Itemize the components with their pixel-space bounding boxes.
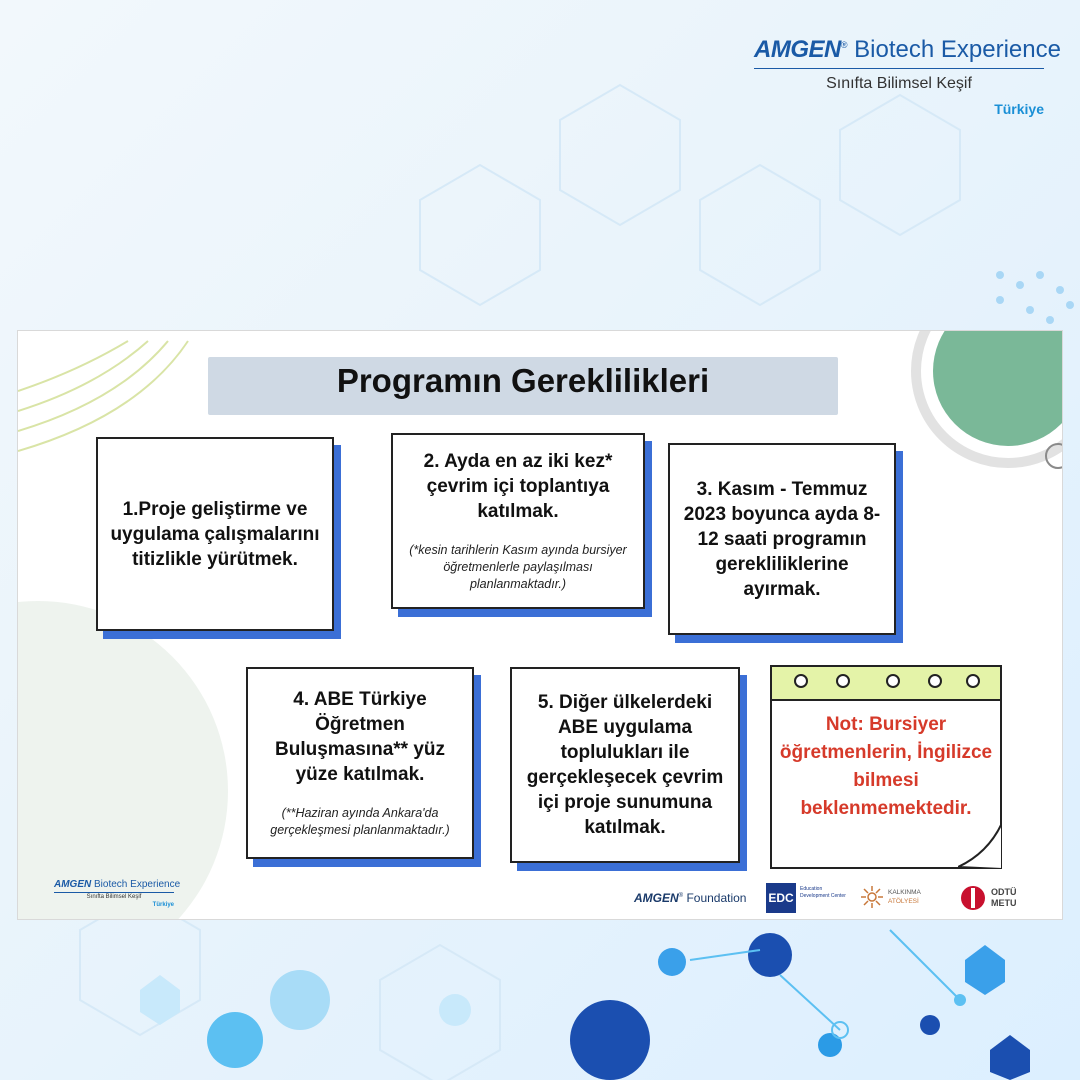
amgen-foundation-logo: AMGEN® Foundation [634,891,747,905]
footer-brand-country: Türkiye [152,902,174,908]
slide-title: Programın Gereklilikleri [336,362,710,399]
requirement-card-1 [96,437,334,631]
edc-abbr: EDC [766,883,796,913]
foundation-word: Foundation [686,891,747,905]
sunburst-icon [860,885,884,909]
card-body [96,437,334,631]
odtu-metu-logo [960,883,1030,913]
card-text: 1.Proje geliştirme ve uygulama çalışmalarını titizlikle yürütmek. [110,498,320,570]
footer-brand-product: Biotech Experience [94,879,181,890]
page-curl-icon [958,823,1002,869]
kalkinma-line1: KALKINMA [888,889,921,896]
binder-ring-icon [886,674,900,688]
edc-logo [766,883,846,913]
card-body [510,667,740,863]
requirement-card-5 [510,667,740,863]
metu-text: METU [991,898,1017,908]
odtu-emblem-icon [960,885,986,911]
amgen-wordmark: AMGEN [754,36,841,63]
kalkinma-line2: ATÖLYESİ [888,898,919,905]
card-body [668,443,896,635]
brand-divider [754,68,1044,69]
card-text: 2. Ayda en az iki kez* çevrim içi toplantıya katılmak. [423,451,613,522]
footer-brand-tagline: Sınıfta Bilimsel Keşif [54,892,174,900]
binder-ring-icon [928,674,942,688]
edc-full-name: Education Development Center [800,886,846,899]
foundation-amgen-wordmark: AMGEN [634,891,679,905]
footer-amgen-wordmark: AMGEN [54,879,92,890]
footer-brand-logo [54,879,181,908]
card-text: 3. Kasım - Temmuz 2023 boyunca ayda 8-12 saati programın gerekliliklerine ayırmak. [683,478,881,600]
card-text: 5. Diğer ülkelerdeki ABE uygulama toplulukları ile gerçekleşecek çevrim içi proje sunumuna katılmak. [526,692,724,838]
card-footnote: (*kesin tarihlerin Kasım ayında bursiyer öğretmenlerle paylaşılması planlanmaktadır.) [409,543,627,591]
odtu-text: ODTÜ [991,887,1017,897]
brand-title: AMGEN® Biotech Experience [754,36,1061,63]
binder-ring-icon [794,674,808,688]
requirement-card-2 [391,433,645,609]
brand-country: Türkiye [994,101,1044,117]
requirement-card-3 [668,443,896,635]
requirement-card-4 [246,667,474,859]
brand-product: Biotech Experience [854,36,1061,63]
brand-tagline: Sınıfta Bilimsel Keşif [826,75,972,92]
sticky-note [770,665,1002,869]
sticky-note-text: Not: Bursiyer öğretmenlerin, İngilizce bilmesi beklenmemektedir. [779,714,993,819]
kalkinma-atolyesi-logo [860,883,940,913]
card-text: 4. ABE Türkiye Öğretmen Buluşmasına** yüz yüze katılmak. [275,689,445,785]
binder-ring-icon [966,674,980,688]
card-body [246,667,474,859]
requirements-slide [18,331,1062,919]
card-body [391,433,645,609]
binder-ring-icon [836,674,850,688]
brand-logo [754,36,1061,117]
card-footnote: (**Haziran ayında Ankara'da gerçekleşmesi planlanmaktadır.) [270,806,450,837]
